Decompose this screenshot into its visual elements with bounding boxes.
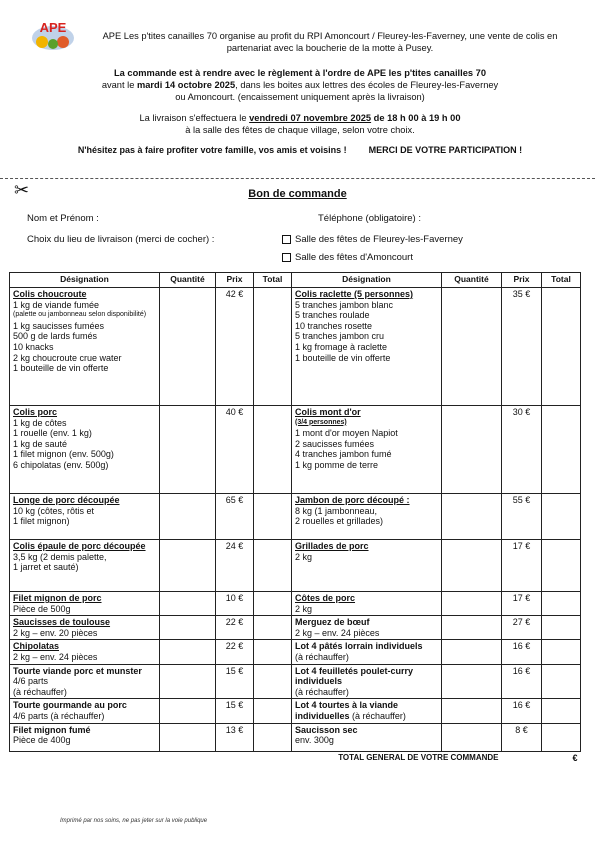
item-title: Lot 4 feuilletés poulet-curry individuels [295, 665, 414, 687]
item-designation [10, 640, 160, 664]
quantity-cell[interactable] [442, 616, 502, 640]
item-detail: 2 kg – env. 20 pièces [13, 627, 98, 638]
quantity-cell[interactable] [160, 406, 216, 494]
item-detail: Pièce de 500g [13, 603, 71, 614]
order-line-2-b: , dans les boites aux lettres des écoles de Fleurey-les-Faverney [235, 80, 499, 90]
col-price: Prix [216, 273, 254, 288]
table-row [10, 616, 581, 640]
item-designation [292, 494, 442, 540]
total-cell[interactable] [542, 406, 581, 494]
col-quantity: Quantité [160, 273, 216, 288]
item-title: Saucisson sec [295, 724, 358, 735]
total-cell[interactable] [542, 699, 581, 723]
order-line-3: ou Amoncourt. (encaissement uniquement après la livraison) [175, 92, 425, 102]
item-detail: 10 tranches rosette [295, 320, 373, 331]
price-cell: 8 € [502, 723, 542, 751]
total-cell[interactable] [542, 540, 581, 592]
scissors-icon: ✂ [14, 180, 30, 200]
total-cell[interactable] [542, 723, 581, 751]
quantity-cell[interactable] [442, 723, 502, 751]
item-designation [10, 664, 160, 699]
col-price: Prix [502, 273, 542, 288]
col-total: Total [254, 273, 292, 288]
table-row [10, 406, 581, 494]
item-detail: 1 bouteille de vin offerte [13, 363, 109, 374]
item-title: Lot 4 pâtés lorrain individuels [295, 641, 423, 652]
item-detail: 2 kg – env. 24 pièces [295, 627, 380, 638]
delivery-time: de 18 h 00 à 19 h 00 [371, 113, 461, 123]
item-detail: 500 g de lards fumés [13, 331, 98, 342]
table-row [10, 723, 581, 751]
item-detail: 3,5 kg (2 demis palette, [13, 551, 107, 562]
total-cell[interactable] [254, 640, 292, 664]
delivery-info [40, 112, 560, 136]
item-designation [292, 664, 442, 699]
item-detail: 5 tranches jambon blanc [295, 299, 394, 310]
total-cell[interactable] [254, 540, 292, 592]
delivery-line-2: à la salle des fêtes de chaque village, selon votre choix. [185, 125, 415, 135]
item-detail: 6 chipolatas (env. 500g) [13, 459, 109, 470]
phone-field[interactable]: Téléphone (obligatoire) : [318, 213, 421, 224]
price-cell: 65 € [216, 494, 254, 540]
item-designation [292, 540, 442, 592]
price-cell: 16 € [502, 640, 542, 664]
total-cell[interactable] [542, 664, 581, 699]
quantity-cell[interactable] [442, 540, 502, 592]
item-detail: (à réchauffer) [295, 686, 349, 697]
price-cell: 55 € [502, 494, 542, 540]
item-detail: 10 knacks [13, 341, 54, 352]
total-cell[interactable] [254, 699, 292, 723]
item-designation [10, 540, 160, 592]
total-cell[interactable] [254, 723, 292, 751]
item-detail: 1 kg de viande fumée [13, 299, 100, 310]
item-title: Jambon de porc découpé : [295, 495, 410, 505]
table-row [10, 540, 581, 592]
order-table [9, 272, 581, 764]
price-cell: 16 € [502, 664, 542, 699]
item-detail: 1 bouteille de vin offerte [295, 352, 391, 363]
quantity-cell[interactable] [442, 288, 502, 406]
col-designation: Désignation [292, 273, 442, 288]
price-cell: 22 € [216, 640, 254, 664]
item-detail: 2 rouelles et grillades) [295, 516, 384, 527]
table-row [10, 494, 581, 540]
item-designation [292, 640, 442, 664]
table-row [10, 592, 581, 616]
order-line-1: La commande est à rendre avec le règlement à l'ordre de APE les p'tites canailles 70 [114, 68, 486, 78]
item-detail: 5 tranches roulade [295, 310, 370, 321]
order-deadline: mardi 14 octobre 2025 [136, 80, 236, 90]
item-detail: 8 kg (1 jambonneau, [295, 505, 378, 516]
item-detail: Pièce de 400g [13, 735, 71, 746]
quantity-cell[interactable] [160, 664, 216, 699]
item-title: Côtes de porc [295, 593, 356, 603]
item-detail: 2 saucisses fumées [295, 438, 375, 449]
quantity-cell[interactable] [160, 723, 216, 751]
item-detail: 1 filet mignon) [13, 516, 70, 527]
item-detail: 5 tranches jambon cru [295, 331, 385, 342]
price-cell: 15 € [216, 699, 254, 723]
item-title: Tourte viande porc et munster 4/6 parts [13, 665, 142, 687]
item-designation [10, 406, 160, 494]
grand-total-row [10, 751, 581, 764]
col-total: Total [542, 273, 581, 288]
intro-text: APE Les p'tites canailles 70 organise au profit du RPI Amoncourt / Fleurey-les-Faverney, une vente de colis en partenariat avec la boucherie de la motte à Pusey. [102, 31, 558, 53]
item-detail: 1 kg pomme de terre [295, 459, 379, 470]
price-cell: 30 € [502, 406, 542, 494]
price-cell: 22 € [216, 616, 254, 640]
col-designation: Désignation [10, 273, 160, 288]
total-cell[interactable] [542, 640, 581, 664]
quantity-cell[interactable] [442, 640, 502, 664]
order-instructions [40, 67, 560, 103]
table-row [10, 699, 581, 723]
item-title: Chipolatas [13, 641, 60, 652]
item-title: Colis choucroute [13, 289, 87, 299]
item-designation [292, 699, 442, 723]
item-title: Colis raclette (5 personnes) [295, 289, 414, 299]
price-cell: 24 € [216, 540, 254, 592]
item-title: Filet mignon fumé [13, 724, 91, 735]
item-detail: (palette ou jambonneau selon disponibilité) [13, 311, 147, 319]
quantity-cell[interactable] [160, 494, 216, 540]
table-row [10, 288, 581, 406]
thanks-line [20, 145, 580, 155]
item-designation [10, 494, 160, 540]
share-text: N'hésitez pas à faire profiter votre famille, vos amis et voisins ! [77, 145, 347, 155]
option-amoncourt[interactable] [282, 252, 413, 263]
item-designation [292, 592, 442, 616]
quantity-cell[interactable] [160, 592, 216, 616]
item-designation [292, 616, 442, 640]
item-title: Colis épaule de porc découpée [13, 541, 146, 551]
total-cell[interactable] [254, 494, 292, 540]
item-detail: (à réchauffer) [13, 686, 67, 697]
ape-logo [30, 18, 76, 52]
item-title: Saucisses de toulouse [13, 617, 111, 628]
cut-line [0, 178, 595, 179]
item-designation [292, 723, 442, 751]
item-detail: (à réchauffer) [295, 651, 349, 662]
quantity-cell[interactable] [442, 406, 502, 494]
price-cell: 17 € [502, 592, 542, 616]
item-title: Grillades de porc [295, 541, 369, 551]
item-detail: 1 mont d'or moyen Napiot [295, 428, 398, 439]
form-title: Bon de commande [248, 188, 347, 200]
item-designation [10, 288, 160, 406]
order-line-2-a: avant le [101, 80, 137, 90]
table-header [10, 273, 581, 288]
name-field[interactable]: Nom et Prénom : [27, 213, 99, 224]
item-detail: 2 kg – env. 24 pièces [13, 651, 98, 662]
price-cell: 35 € [502, 288, 542, 406]
quantity-cell[interactable] [442, 664, 502, 699]
item-title: Longe de porc découpée [13, 495, 120, 505]
item-detail: 4/6 parts (à réchauffer) [13, 710, 105, 721]
item-designation [10, 699, 160, 723]
quantity-cell[interactable] [442, 699, 502, 723]
item-title: Lot 4 tourtes à la viande individuelles (à réchauffer) [295, 700, 406, 721]
item-detail: 1 kg fromage à raclette [295, 341, 388, 352]
item-detail: env. 300g [295, 735, 334, 746]
quantity-cell[interactable] [442, 592, 502, 616]
quantity-cell[interactable] [442, 494, 502, 540]
quantity-cell[interactable] [160, 640, 216, 664]
price-cell: 13 € [216, 723, 254, 751]
item-title: Colis mont d'or [295, 407, 361, 417]
total-cell[interactable] [254, 288, 292, 406]
item-detail: 1 filet mignon (env. 500g) [13, 449, 114, 460]
checkbox-icon[interactable] [282, 235, 291, 244]
quantity-cell[interactable] [160, 699, 216, 723]
item-detail: 10 kg (côtes, rôtis et [13, 505, 95, 516]
table-row [10, 664, 581, 699]
item-detail: 1 rouelle (env. 1 kg) [13, 428, 92, 439]
col-quantity: Quantité [442, 273, 502, 288]
price-cell: 42 € [216, 288, 254, 406]
item-title: Filet mignon de porc [13, 593, 102, 603]
price-cell: 40 € [216, 406, 254, 494]
item-detail: 2 kg [295, 603, 313, 614]
place-label: Choix du lieu de livraison (merci de cocher) : [27, 234, 215, 245]
price-cell: 10 € [216, 592, 254, 616]
total-cell[interactable] [254, 616, 292, 640]
item-designation [10, 723, 160, 751]
table-row [10, 640, 581, 664]
checkbox-icon[interactable] [282, 253, 291, 262]
item-designation [10, 616, 160, 640]
thanks-text: MERCI DE VOTRE PARTICIPATION ! [368, 145, 523, 155]
item-title: Merguez de bœuf [295, 617, 370, 628]
grand-total-field[interactable]: € [572, 752, 578, 763]
item-detail: 4 tranches jambon fumé [295, 449, 392, 460]
item-detail: 1 kg de sauté [13, 438, 68, 449]
grand-total-label: TOTAL GENERAL DE VOTRE COMMANDE [338, 752, 499, 762]
option-fleurey[interactable] [282, 234, 463, 245]
item-detail: 2 kg [295, 551, 313, 562]
item-detail: 1 kg de côtes [13, 417, 67, 428]
delivery-a: La livraison s'effectuera le [139, 113, 250, 123]
item-designation [292, 406, 442, 494]
item-designation [292, 288, 442, 406]
total-cell[interactable] [542, 616, 581, 640]
price-cell: 17 € [502, 540, 542, 592]
item-designation [10, 592, 160, 616]
quantity-cell[interactable] [160, 288, 216, 406]
item-detail: 1 kg saucisses fumées [13, 320, 105, 331]
item-detail: 2 kg choucroute crue water [13, 352, 122, 363]
item-subtitle: (3/4 personnes) [295, 418, 347, 426]
option-amoncourt-label: Salle des fêtes d'Amoncourt [295, 252, 413, 263]
footer-note: Imprimé par nos soins, ne pas jeter sur la voie publique [60, 818, 208, 824]
option-fleurey-label: Salle des fêtes de Fleurey-les-Faverney [295, 234, 463, 245]
total-cell[interactable] [542, 288, 581, 406]
item-detail: 1 jarret et sauté) [13, 562, 79, 573]
total-cell[interactable] [254, 406, 292, 494]
total-cell[interactable] [542, 592, 581, 616]
item-title: Colis porc [13, 407, 58, 417]
total-cell[interactable] [254, 664, 292, 699]
price-cell: 27 € [502, 616, 542, 640]
delivery-date: vendredi 07 novembre 2025 [249, 113, 372, 123]
logo-text: APE [39, 20, 67, 35]
quantity-cell[interactable] [160, 540, 216, 592]
price-cell: 16 € [502, 699, 542, 723]
price-cell: 15 € [216, 664, 254, 699]
item-title: Tourte gourmande au porc [13, 700, 127, 711]
quantity-cell[interactable] [160, 616, 216, 640]
total-cell[interactable] [254, 592, 292, 616]
total-cell[interactable] [542, 494, 581, 540]
